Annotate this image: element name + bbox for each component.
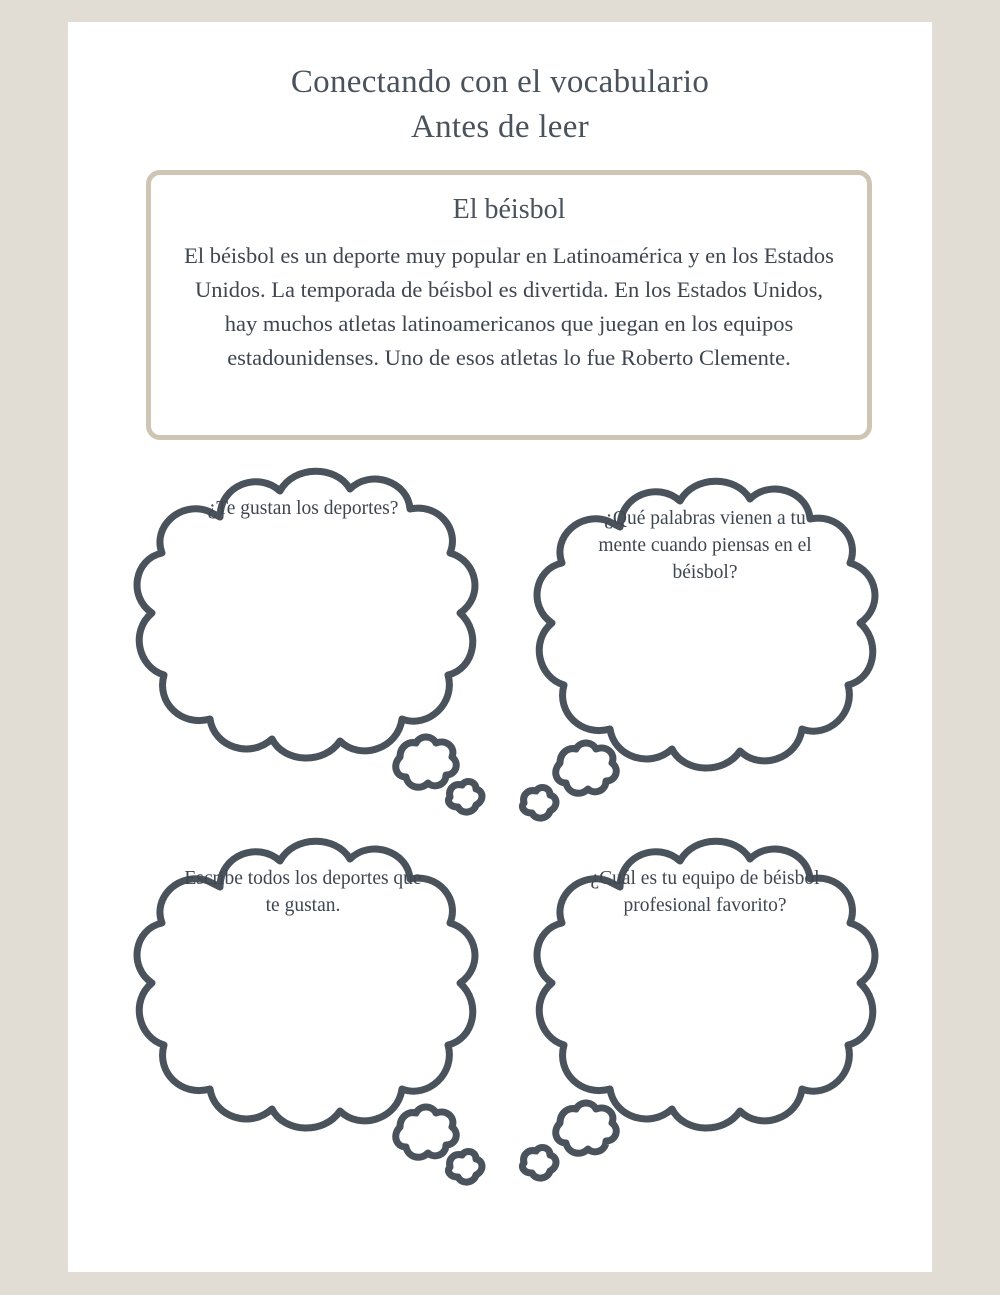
thought-bubble-1-text: ¿Te gustan los deportes? [207, 498, 399, 519]
thought-bubble-2-text: ¿Qué palabras vienen a tu mente cuando piensas en el béisbol? [598, 508, 812, 583]
page-title [68, 60, 932, 150]
passage-box [146, 170, 872, 440]
page-title-line-2: Antes de leer [411, 109, 589, 145]
passage-body: El béisbol es un deporte muy popular en Latinoamérica y en los Estados Unidos. La temporada de béisbol es divertida. En los Estados Unidos, hay muchos atletas latinoamericanos que juegan en los equipos estadounidenses. Uno de esos atletas lo fue Roberto Clemente. [184, 243, 834, 370]
worksheet-page [68, 22, 932, 1272]
thought-bubble-4[interactable] [508, 827, 898, 1187]
thought-bubble-4-text: ¿Cuál es tu equipo de béisbol profesional favorito? [590, 868, 820, 916]
thought-bubble-1[interactable] [108, 457, 498, 817]
thought-bubble-3[interactable] [108, 827, 498, 1187]
thought-bubble-2[interactable] [508, 467, 898, 827]
thought-bubble-3-text: Escribe todos los deportes que te gustan. [184, 868, 422, 916]
page-title-line-1: Conectando con el vocabulario [290, 64, 710, 100]
thought-bubble-grid [68, 457, 932, 1257]
passage-heading: El béisbol [452, 194, 566, 225]
